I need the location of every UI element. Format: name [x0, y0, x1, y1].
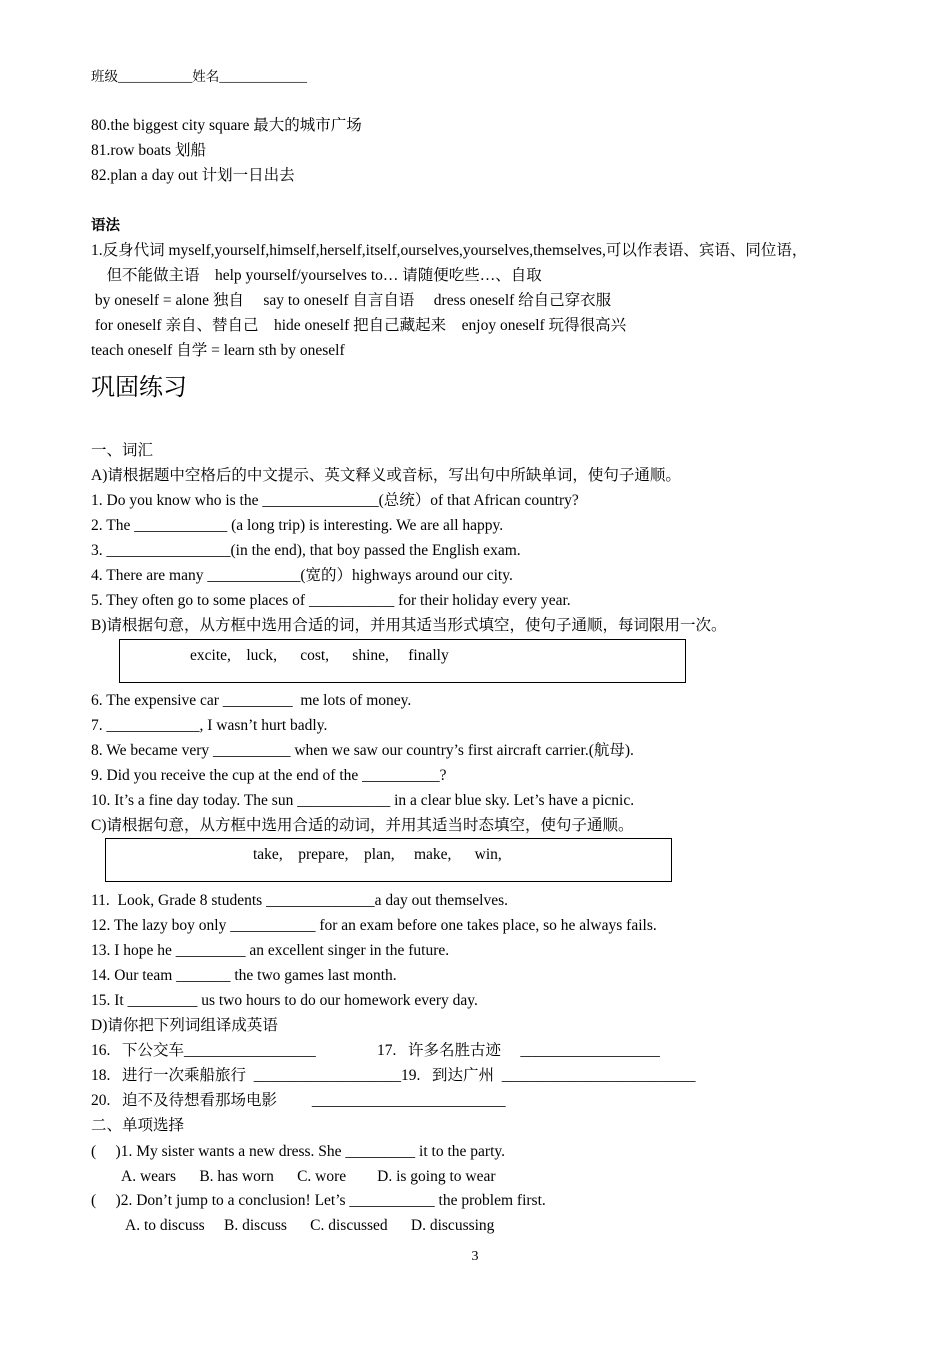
phrase-81: 81.row boats 划船 [91, 142, 206, 159]
question-item: 12. The lazy boy only ___________ for an exam before one takes place, so he always fails. [91, 917, 657, 934]
grammar-line: teach oneself 自学 = learn sth by oneself [91, 342, 345, 359]
question-item: 7. ____________, I wasn’t hurt badly. [91, 717, 328, 734]
class-name-header: 班级___________姓名_____________ [91, 69, 307, 84]
mc-question: ( )1. My sister wants a new dress. She _________ it to the party. [91, 1143, 505, 1160]
grammar-line: 1.反身代词 myself,yourself,himself,herself,itself,ourselves,yourselves,themselves,可以作表语、宾语、同位语， [91, 242, 808, 259]
question-item: 3. ________________(in the end), that boy passed the English exam. [91, 542, 521, 559]
question-item: 13. I hope he _________ an excellent singer in the future. [91, 942, 450, 959]
partB-instruction: B)请根据句意，从方框中选用合适的词，并用其适当形式填空，使句子通顺，每词限用一次。 [91, 617, 727, 634]
question-item: 8. We became very __________ when we saw our country’s first aircraft carrier.(航母). [91, 742, 634, 759]
question-item: 11. Look, Grade 8 students ______________a day out themselves. [91, 892, 509, 909]
phrase-80: 80.the biggest city square 最大的城市广场 [91, 117, 362, 134]
grammar-line: 但不能做主语 help yourself/yourselves to… 请随便吃些…、自取 [91, 267, 542, 284]
question-item: 10. It’s a fine day today. The sun ____________ in a clear blue sky. Let’s have a picnic. [91, 792, 635, 809]
translation-item: 18. 进行一次乘船旅行 ___________________19. 到达广州 _________________________ [91, 1067, 696, 1084]
grammar-line: for oneself 亲自、替自己 hide oneself 把自己藏起来 enjoy oneself 玩得很高兴 [91, 317, 627, 334]
section2-title: 二、单项选择 [91, 1117, 185, 1134]
section1-title: 一、词汇 [91, 442, 154, 459]
question-item: 15. It _________ us two hours to do our homework every day. [91, 992, 478, 1009]
partD-instruction: D)请你把下列词组译成英语 [91, 1017, 278, 1034]
translation-item: 20. 迫不及待想看那场电影 _________________________ [91, 1092, 506, 1109]
question-item: 6. The expensive car _________ me lots of money. [91, 692, 412, 709]
question-item: 2. The ____________ (a long trip) is interesting. We are all happy. [91, 517, 504, 534]
partC-instruction: C)请根据句意，从方框中选用合适的动词，并用其适当时态填空，使句子通顺。 [91, 817, 634, 834]
mc-question: ( )2. Don’t jump to a conclusion! Let’s ___________ the problem first. [91, 1192, 546, 1209]
word-box-b-text: excite, luck, cost, shine, finally [190, 647, 449, 664]
question-item: 4. There are many ____________(宽的）highways around our city. [91, 567, 513, 584]
question-item: 1. Do you know who is the _______________(总统）of that African country? [91, 492, 579, 509]
question-item: 9. Did you receive the cup at the end of the __________? [91, 767, 447, 784]
phrase-82: 82.plan a day out 计划一日出去 [91, 167, 295, 184]
partA-instruction: A)请根据题中空格后的中文提示、英文释义或音标，写出句中所缺单词，使句子通顺。 [91, 467, 681, 484]
page-number: 3 [471, 1249, 479, 1264]
translation-item: 16. 下公交车_________________ [91, 1042, 316, 1059]
translation-item: 17. 许多名胜古迹 __________________ [377, 1042, 660, 1059]
mc-options: A. to discuss B. discuss C. discussed D. discussing [125, 1217, 495, 1234]
question-item: 14. Our team _______ the two games last month. [91, 967, 397, 984]
question-item: 5. They often go to some places of ___________ for their holiday every year. [91, 592, 571, 609]
grammar-title: 语法 [91, 218, 120, 234]
mc-options: A. wears B. has worn C. wore D. is going to wear [121, 1168, 496, 1185]
word-box-c-text: take, prepare, plan, make, win, [253, 846, 502, 863]
grammar-line: by oneself = alone 独自 say to oneself 自言自语 dress oneself 给自己穿衣服 [91, 292, 612, 309]
practice-title: 巩固练习 [91, 375, 187, 401]
